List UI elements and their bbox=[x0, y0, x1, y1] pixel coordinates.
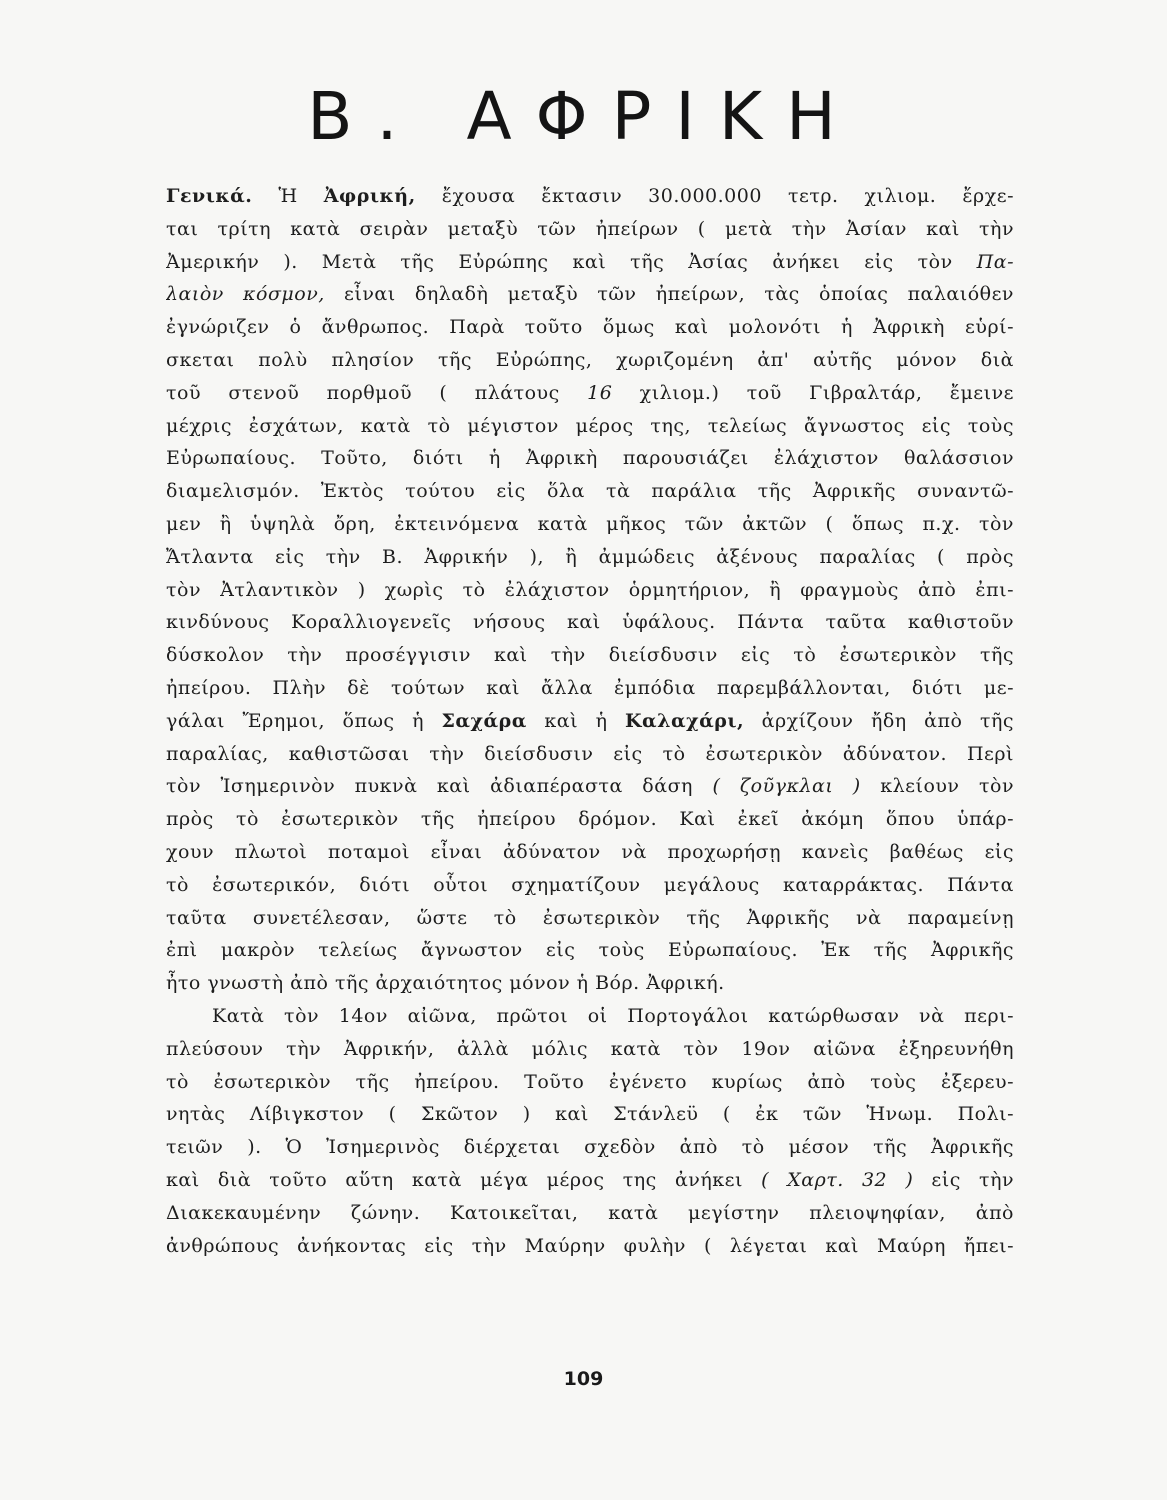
text-line bbox=[166, 541, 1014, 574]
text-line bbox=[166, 1131, 1014, 1164]
italic-term: ( Χαρτ. 32 ) bbox=[761, 1168, 914, 1191]
text-run: πρὸς τὸ ἐσωτερικὸν τῆς ἠπείρου δρόμον. Καὶ ἐκεῖ ἀκόμη ὅπου ὑπάρ- bbox=[166, 808, 1014, 831]
text-run: μεν ἢ ὑψηλὰ ὄρη, ἐκτεινόμενα κατὰ μῆκος τῶν ἀκτῶν ( ὅπως π.χ. τὸν bbox=[166, 512, 1014, 535]
bold-term: Σαχάρα bbox=[441, 709, 527, 732]
text-line bbox=[166, 475, 1014, 508]
text-line bbox=[166, 1033, 1014, 1066]
text-run: χιλιομ.) τοῦ Γιβραλτάρ, ἔμεινε bbox=[612, 381, 1014, 404]
text-run: δύσκολον τὴν προσέγγισιν καὶ τὴν διείσδυσιν εἰς τὸ ἐσωτερικὸν τῆς bbox=[166, 644, 1014, 667]
text-run: χουν πλωτοὶ ποταμοὶ εἶναι ἀδύνατον νὰ προχωρήσῃ κανεὶς βαθέως εἰς bbox=[166, 840, 1014, 863]
text-line bbox=[166, 1230, 1014, 1263]
bold-term: Γενικά. bbox=[166, 185, 253, 207]
text-run: παραλίας, καθιστῶσαι τὴν διείσδυσιν εἰς τὸ ἐσωτερικὸν ἀδύνατον. Περὶ bbox=[166, 742, 1014, 765]
text-line bbox=[166, 1164, 1014, 1197]
text-line bbox=[166, 672, 1014, 705]
text-run: Κατὰ τὸν 14ον αἰῶνα, πρῶτοι οἱ Πορτογάλοι κατώρθωσαν νὰ περι- bbox=[212, 1004, 1014, 1027]
chapter-title: B. ΑΦΡΙΚΗ bbox=[307, 78, 860, 155]
text-run: ἠπείρου. Πλὴν δὲ τούτων καὶ ἄλλα ἐμπόδια παρεμβάλλονται, διότι με- bbox=[166, 676, 1014, 699]
text-run: τὸ ἐσωτερικὸν τῆς ἠπείρου. Τοῦτο ἐγένετο κυρίως ἀπὸ τοὺς ἐξερευ- bbox=[166, 1070, 1014, 1093]
text-run: κινδύνους Κοραλλιογενεῖς νήσους καὶ ὑφάλους. Πάντα ταῦτα καθιστοῦν bbox=[166, 611, 1014, 634]
text-run: εἰς τὴν bbox=[913, 1168, 1014, 1191]
text-line bbox=[166, 508, 1014, 541]
text-run: κλείουν τὸν bbox=[860, 775, 1014, 798]
text-run: τειῶν ). Ὁ Ἰσημερινὸς διέρχεται σχεδὸν ἀπὸ τὸ μέσον τῆς Ἀφρικῆς bbox=[166, 1136, 1014, 1159]
text-run: μέχρις ἐσχάτων, κατὰ τὸ μέγιστον μέρος της, τελείως ἄγνωστος εἰς τοὺς bbox=[166, 414, 1014, 437]
text-line bbox=[166, 180, 1014, 213]
text-run: εἶναι δηλαδὴ μεταξὺ τῶν ἠπείρων, τὰς ὁποίας παλαιόθεν bbox=[324, 283, 1014, 306]
text-line bbox=[166, 1066, 1014, 1099]
text-line bbox=[166, 377, 1014, 410]
text-line bbox=[166, 344, 1014, 377]
text-run: Ἀμερικήν ). Μετὰ τῆς Εὐρώπης καὶ τῆς Ἀσίας ἀνήκει εἰς τὸν bbox=[166, 250, 977, 273]
text-line bbox=[166, 1000, 1014, 1033]
text-line bbox=[166, 738, 1014, 771]
text-run: νητὰς Λίβιγκστον ( Σκῶτον ) καὶ Στάνλεϋ ( ἐκ τῶν Ἡνωμ. Πολι- bbox=[166, 1103, 1014, 1126]
text-line bbox=[166, 278, 1014, 311]
text-run: Διακεκαυμένην ζώνην. Κατοικεῖται, κατὰ μεγίστην πλειοψηφίαν, ἀπὸ bbox=[166, 1201, 1014, 1224]
bold-term: Καλαχάρι, bbox=[625, 709, 745, 732]
italic-term: 16 bbox=[587, 381, 613, 404]
text-run: διαμελισμόν. Ἐκτὸς τούτου εἰς ὅλα τὰ παράλια τῆς Ἀφρικῆς συναντῶ- bbox=[166, 480, 1014, 503]
text-run: καὶ διὰ τοῦτο αὕτη κατὰ μέγα μέρος της ἀνήκει bbox=[166, 1168, 762, 1191]
body-text bbox=[166, 180, 1014, 1262]
text-run: ἐγνώριζεν ὁ ἄνθρωπος. Παρὰ τοῦτο ὅμως καὶ μολονότι ἡ Ἀφρικὴ εὑρί- bbox=[166, 316, 1014, 339]
text-line bbox=[166, 1197, 1014, 1230]
text-run: τὸν Ἀτλαντικὸν ) χωρὶς τὸ ἐλάχιστον ὁρμητήριον, ἢ φραγμοὺς ἀπὸ ἐπι- bbox=[166, 578, 1014, 601]
text-run: σκεται πολὺ πλησίον τῆς Εὐρώπης, χωριζομένη ἀπ' αὐτῆς μόνον διὰ bbox=[166, 348, 1014, 371]
text-run: γάλαι Ἔρημοι, ὅπως ἡ bbox=[166, 709, 442, 732]
text-run: ἀρχίζουν ἤδη ἀπὸ τῆς bbox=[744, 709, 1014, 732]
text-run: τὸν Ἰσημερινὸν πυκνὰ καὶ ἀδιαπέραστα δάση bbox=[166, 775, 713, 798]
text-run: τὸ ἐσωτερικόν, διότι οὗτοι σχηματίζουν μεγάλους καταρράκτας. Πάντα bbox=[166, 873, 1014, 896]
text-line bbox=[166, 967, 1014, 1000]
text-line bbox=[166, 1098, 1014, 1131]
text-run: Ἡ bbox=[252, 185, 324, 207]
text-line bbox=[166, 639, 1014, 672]
text-run: Ἄτλαντα εἰς τὴν Β. Ἀφρικήν ), ἢ ἀμμώδεις ἀξένους παραλίας ( πρὸς bbox=[166, 545, 1014, 568]
text-line bbox=[166, 770, 1014, 803]
italic-term: λαιὸν κόσμον, bbox=[166, 283, 325, 306]
text-run: ἦτο γνωστὴ ἀπὸ τῆς ἀρχαιότητος μόνον ἡ Βόρ. Ἀφρική. bbox=[166, 972, 725, 995]
text-line bbox=[166, 934, 1014, 967]
text-run: ταῦτα συνετέλεσαν, ὥστε τὸ ἐσωτερικὸν τῆς Ἀφρικῆς νὰ παραμείνῃ bbox=[166, 906, 1014, 929]
text-run: Εὐρωπαίους. Τοῦτο, διότι ἡ Ἀφρικὴ παρουσιάζει ἐλάχιστον θαλάσσιον bbox=[166, 447, 1014, 470]
text-line bbox=[166, 574, 1014, 607]
text-line bbox=[166, 606, 1014, 639]
text-line bbox=[166, 246, 1014, 279]
bold-term: Ἀφρική, bbox=[323, 185, 416, 207]
text-line bbox=[166, 803, 1014, 836]
italic-term: Πα- bbox=[976, 250, 1014, 273]
text-line bbox=[166, 311, 1014, 344]
text-run: ται τρίτη κατὰ σειρὰν μεταξὺ τῶν ἠπείρων ( μετὰ τὴν Ἀσίαν καὶ τὴν bbox=[166, 217, 1014, 240]
text-line bbox=[166, 213, 1014, 246]
text-line bbox=[166, 442, 1014, 475]
text-line bbox=[166, 836, 1014, 869]
italic-term: ( ζοῦγκλαι ) bbox=[712, 775, 861, 798]
text-run: πλεύσουν τὴν Ἀφρικήν, ἀλλὰ μόλις κατὰ τὸν 19ον αἰῶνα ἐξηρευνήθη bbox=[166, 1037, 1014, 1060]
text-line bbox=[166, 869, 1014, 902]
text-run: καὶ ἡ bbox=[526, 709, 625, 732]
page-number: 109 bbox=[563, 1368, 604, 1390]
text-run: ἀνθρώπους ἀνήκοντας εἰς τὴν Μαύρην φυλὴν ( λέγεται καὶ Μαύρη ἤπει- bbox=[166, 1234, 1014, 1257]
text-line bbox=[166, 410, 1014, 443]
text-run: τοῦ στενοῦ πορθμοῦ ( πλάτους bbox=[166, 381, 588, 404]
text-line bbox=[166, 705, 1014, 738]
text-line bbox=[166, 902, 1014, 935]
text-run: ἔχουσα ἔκτασιν 30.000.000 τετρ. χιλιομ. ἔρχε- bbox=[415, 185, 1014, 207]
text-run: ἐπὶ μακρὸν τελείως ἄγνωστον εἰς τοὺς Εὐρωπαίους. Ἐκ τῆς Ἀφρικῆς bbox=[166, 939, 1014, 962]
